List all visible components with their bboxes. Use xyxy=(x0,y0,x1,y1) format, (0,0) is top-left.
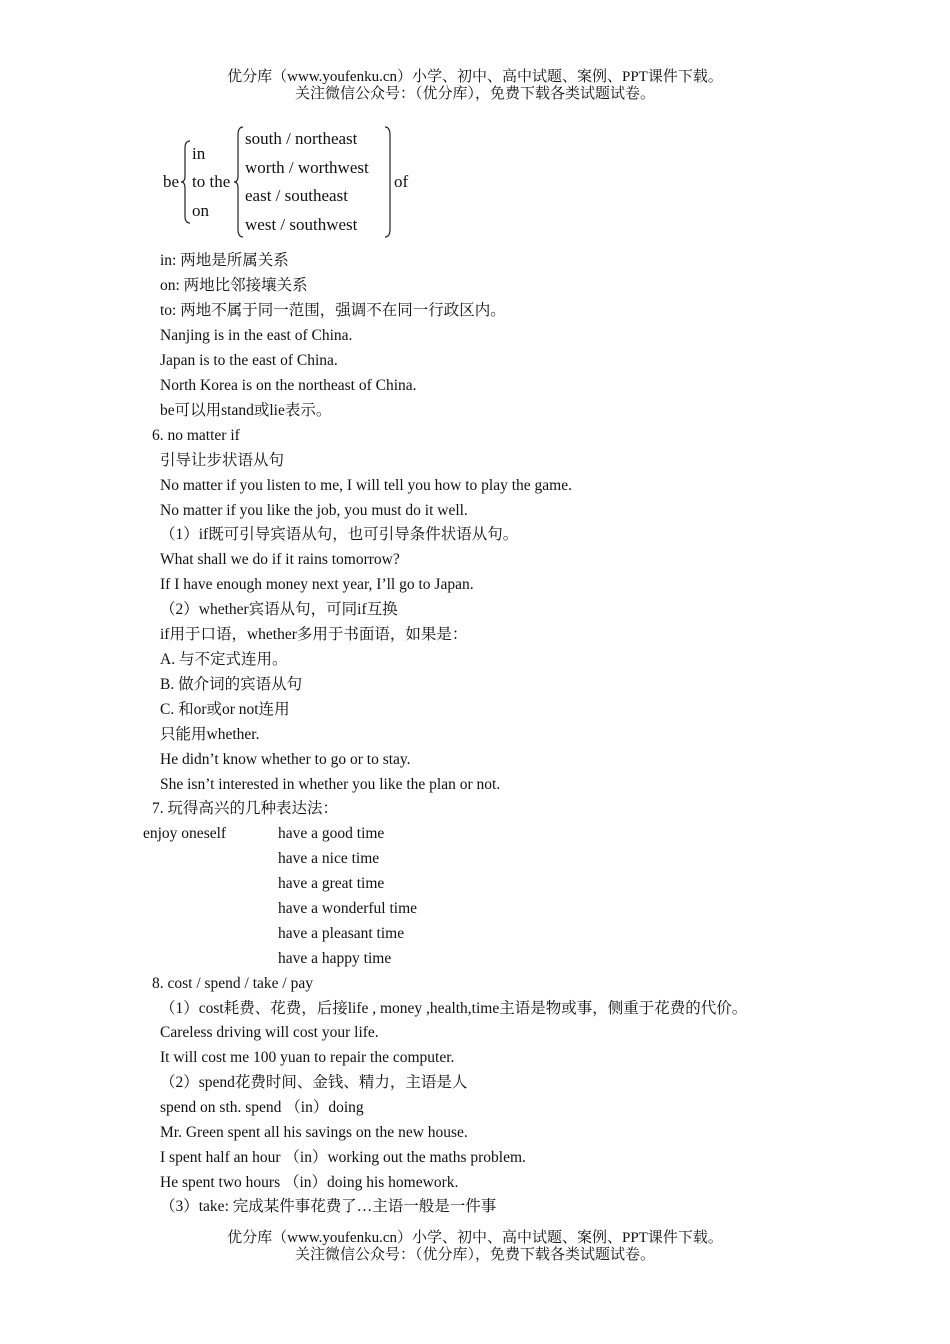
text-line: Careless driving will cost your life. xyxy=(160,1024,379,1041)
text-line: （1）cost耗费、花费，后接life , money ,health,time主语是物或事，侧重于花费的代价。 xyxy=(160,1000,748,1017)
text-line: on: 两地比邻接壤关系 xyxy=(160,277,308,294)
text-line: No matter if you listen to me, I will tell you how to play the game. xyxy=(160,477,572,494)
footer-line-1: 优分库（www.youfenku.cn）小学、初中、高中试题、案例、PPT课件下载。 xyxy=(227,1230,723,1246)
diagram-prep-on: on xyxy=(192,201,209,220)
text-line: A. 与不定式连用。 xyxy=(160,651,288,668)
diagram-of: of xyxy=(394,172,409,191)
text-line: B. 做介词的宾语从句 xyxy=(160,676,303,693)
middle-brace-icon xyxy=(233,126,245,238)
text-line: to: 两地不属于同一范围，强调不在同一行政区内。 xyxy=(160,302,506,319)
text-line: have a good time xyxy=(278,825,385,842)
text-line: North Korea is on the northeast of China. xyxy=(160,377,417,394)
text-line: spend on sth. spend （in）doing xyxy=(160,1099,364,1116)
text-line: be可以用stand或lie表示。 xyxy=(160,402,332,419)
text-line: He didn’t know whether to go or to stay. xyxy=(160,751,411,768)
text-line: in: 两地是所属关系 xyxy=(160,252,289,269)
text-line: have a happy time xyxy=(278,950,392,967)
section-heading: 6. no matter if xyxy=(152,427,240,444)
text-line: It will cost me 100 yuan to repair the computer. xyxy=(160,1049,455,1066)
footer-line-2: 关注微信公众号：（优分库），免费下载各类试题试卷。 xyxy=(294,1247,655,1263)
diagram-direction-2: worth / worthwest xyxy=(245,158,369,177)
page-footer xyxy=(0,1230,950,1264)
text-line: have a wonderful time xyxy=(278,900,418,917)
text-line: I spent half an hour （in）working out the maths problem. xyxy=(160,1149,526,1166)
diagram-prep-in: in xyxy=(192,144,206,163)
text-line: 引导让步状语从句 xyxy=(160,452,285,469)
section-heading: 8. cost / spend / take / pay xyxy=(152,975,313,992)
text-line: if用于口语，whether多用于书面语，如果是： xyxy=(160,626,468,643)
text-line: （1）if既可引导宾语从句，也可引导条件状语从句。 xyxy=(160,526,519,543)
header-line-2: 关注微信公众号：（优分库），免费下载各类试题试卷。 xyxy=(294,86,655,102)
text-line: If I have enough money next year, I’ll go to Japan. xyxy=(160,576,474,593)
header-line-1: 优分库（www.youfenku.cn）小学、初中、高中试题、案例、PPT课件下载。 xyxy=(227,69,723,85)
text-line: （2）whether宾语从句，可同if互换 xyxy=(160,601,398,618)
text-line: have a pleasant time xyxy=(278,925,405,942)
left-brace-icon xyxy=(180,140,192,224)
page-header xyxy=(0,69,950,103)
text-line: Nanjing is in the east of China. xyxy=(160,327,353,344)
text-line: 只能用whether. xyxy=(160,726,260,743)
diagram-be: be xyxy=(163,172,180,191)
diagram-direction-4: west / southwest xyxy=(245,215,358,234)
section-heading: 7. 玩得高兴的几种表达法： xyxy=(152,800,339,817)
text-line: C. 和or或or not连用 xyxy=(160,701,290,718)
diagram-direction-1: south / northeast xyxy=(245,129,358,148)
text-line: No matter if you like the job, you must do it well. xyxy=(160,502,468,519)
text-line: enjoy oneself xyxy=(143,825,227,842)
diagram-prep-to-the: to the xyxy=(192,172,231,191)
text-line: have a nice time xyxy=(278,850,380,867)
text-line: Japan is to the east of China. xyxy=(160,352,338,369)
text-line: （3）take: 完成某件事花费了…主语一般是一件事 xyxy=(160,1198,497,1215)
text-line: What shall we do if it rains tomorrow? xyxy=(160,551,400,568)
text-line: He spent two hours （in）doing his homework. xyxy=(160,1174,459,1191)
text-line: have a great time xyxy=(278,875,385,892)
text-line: （2）spend花费时间、金钱、精力，主语是人 xyxy=(160,1074,468,1091)
diagram-direction-3: east / southeast xyxy=(245,186,348,205)
text-line: She isn’t interested in whether you like the plan or not. xyxy=(160,776,501,793)
text-line: Mr. Green spent all his savings on the new house. xyxy=(160,1124,468,1141)
